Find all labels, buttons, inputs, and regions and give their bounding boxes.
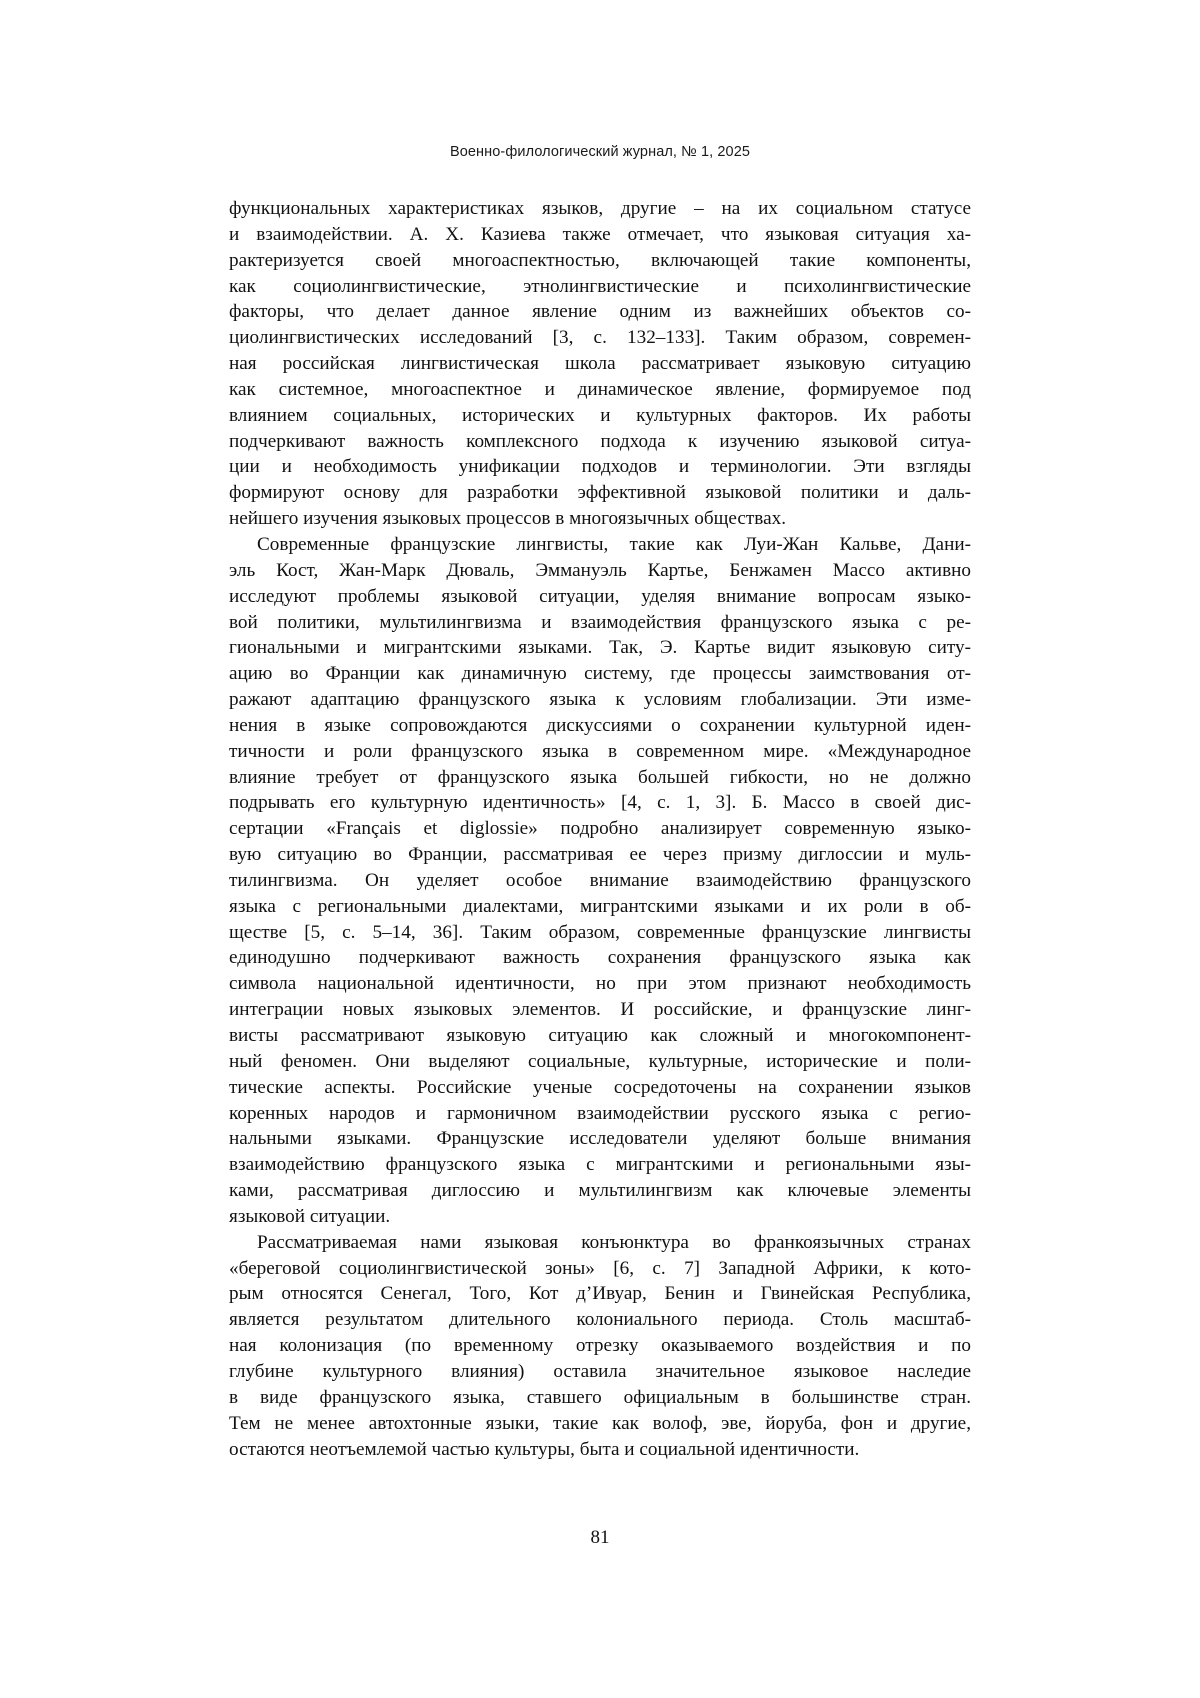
text-line: «береговой социолингвистической зоны» [6, с. 7] Западной Африки, к кото- — [229, 1257, 971, 1279]
text-line: ражают адаптацию французского языка к условиям глобализации. Эти изме- — [229, 689, 971, 711]
text-line: циолингвистических исследований [3, с. 132–133]. Таким образом, современ- — [229, 327, 971, 349]
text-line: ацию во Франции как динамичную систему, где процессы заимствования от- — [229, 663, 971, 685]
text-line: взаимодействию французского языка с мигрантскими и региональными язы- — [229, 1154, 971, 1176]
running-header: Военно-филологический журнал, № 1, 2025 — [449, 144, 751, 160]
text-line: ная российская лингвистическая школа рассматривает языковую ситуацию — [229, 353, 971, 375]
text-line: нения в языке сопровождаются дискуссиями о сохранении культурной иден- — [229, 714, 971, 736]
paragraph — [229, 196, 971, 532]
text-line: единодушно подчеркивают важность сохранения французского языка как — [229, 947, 971, 969]
text-line: ками, рассматривая диглоссию и мультилингвизм как ключевые элементы — [229, 1180, 971, 1202]
text-line: нальными языками. Французские исследователи уделяют больше внимания — [229, 1128, 971, 1150]
text-line: сертации «Français et diglossie» подробно анализирует современную языко- — [229, 818, 971, 840]
text-line: символа национальной идентичности, но при этом признают необходимость — [229, 973, 971, 995]
text-line: языковой ситуации. — [229, 1205, 391, 1227]
text-line: коренных народов и гармоничном взаимодействии русского языка с регио- — [229, 1102, 971, 1124]
text-line: и взаимодействии. А. Х. Казиева также отмечает, что языковая ситуация ха- — [229, 223, 971, 245]
paragraph — [229, 532, 971, 1230]
paragraph — [229, 1230, 971, 1463]
text-line: эль Кост, Жан-Марк Дюваль, Эммануэль Картье, Бенжамен Массо активно — [229, 559, 971, 581]
text-line: Тем не менее автохтонные языки, такие как волоф, эве, йоруба, фон и другие, — [229, 1412, 971, 1434]
text-line: исследуют проблемы языковой ситуации, уделяя внимание вопросам языко- — [229, 585, 971, 607]
text-line: Рассматриваемая нами языковая конъюнктура во франкоязычных странах — [257, 1231, 971, 1253]
text-line: остаются неотъемлемой частью культуры, быта и социальной идентичности. — [229, 1438, 860, 1460]
text-line: рым относятся Сенегал, Того, Кот д’Ивуар, Бенин и Гвинейская Республика, — [229, 1283, 971, 1305]
text-line: вую ситуацию во Франции, рассматривая ее через призму диглоссии и муль- — [229, 844, 971, 866]
text-line: факторы, что делает данное явление одним из важнейших объектов со- — [229, 301, 971, 323]
text-line: влиянием социальных, исторических и культурных факторов. Их работы — [229, 404, 971, 426]
text-line: подрывать его культурную идентичность» [4, с. 1, 3]. Б. Массо в своей дис- — [229, 792, 971, 814]
text-line: формируют основу для разработки эффективной языковой политики и даль- — [229, 482, 971, 504]
text-line: ществе [5, с. 5–14, 36]. Таким образом, современные французские лингвисты — [229, 921, 971, 943]
text-line: вой политики, мультилингвизма и взаимодействия французского языка с ре- — [229, 611, 971, 633]
text-line: ная колонизация (по временному отрезку оказываемого воздействия и по — [229, 1335, 971, 1357]
text-line: влияние требует от французского языка большей гибкости, но не должно — [229, 766, 971, 788]
text-line: ный феномен. Они выделяют социальные, культурные, исторические и поли- — [229, 1050, 971, 1072]
text-line: глубине культурного влияния) оставила значительное языковое наследие — [229, 1360, 971, 1382]
text-line: нейшего изучения языковых процессов в многоязычных обществах. — [229, 508, 786, 530]
text-line: интеграции новых языковых элементов. И российские, и французские линг- — [229, 999, 971, 1021]
text-line: как системное, многоаспектное и динамическое явление, формируемое под — [229, 378, 971, 400]
text-line: функциональных характеристиках языков, другие – на их социальном статусе — [229, 198, 971, 219]
text-line: рактеризуется своей многоаспектностью, включающей такие компоненты, — [229, 249, 971, 271]
text-line: тилингвизма. Он уделяет особое внимание взаимодействию французского — [229, 869, 971, 891]
text-line: ции и необходимость унификации подходов и терминологии. Эти взгляды — [229, 456, 971, 478]
text-line: висты рассматривают языковую ситуацию как сложный и многокомпонент- — [229, 1025, 971, 1046]
page-number: 81 — [590, 1527, 610, 1548]
text-line: Современные французские лингвисты, такие как Луи-Жан Кальве, Дани- — [257, 533, 971, 555]
text-line: тичности и роли французского языка в современном мире. «Международное — [229, 740, 971, 762]
text-line: является результатом длительного колониального периода. Столь масштаб- — [229, 1309, 971, 1331]
text-line: гиональными и мигрантскими языками. Так, Э. Картье видит языковую ситу- — [229, 637, 971, 659]
text-line: в виде французского языка, ставшего официальным в большинстве стран. — [229, 1386, 971, 1408]
article-body — [229, 196, 971, 1462]
text-line: подчеркивают важность комплексного подхода к изучению языковой ситуа- — [229, 430, 971, 452]
text-line: тические аспекты. Российские ученые сосредоточены на сохранении языков — [229, 1076, 971, 1098]
text-line: языка с региональными диалектами, мигрантскими языками и их роли в об- — [229, 895, 971, 917]
text-line: как социолингвистические, этнолингвистические и психолингвистические — [229, 275, 971, 297]
